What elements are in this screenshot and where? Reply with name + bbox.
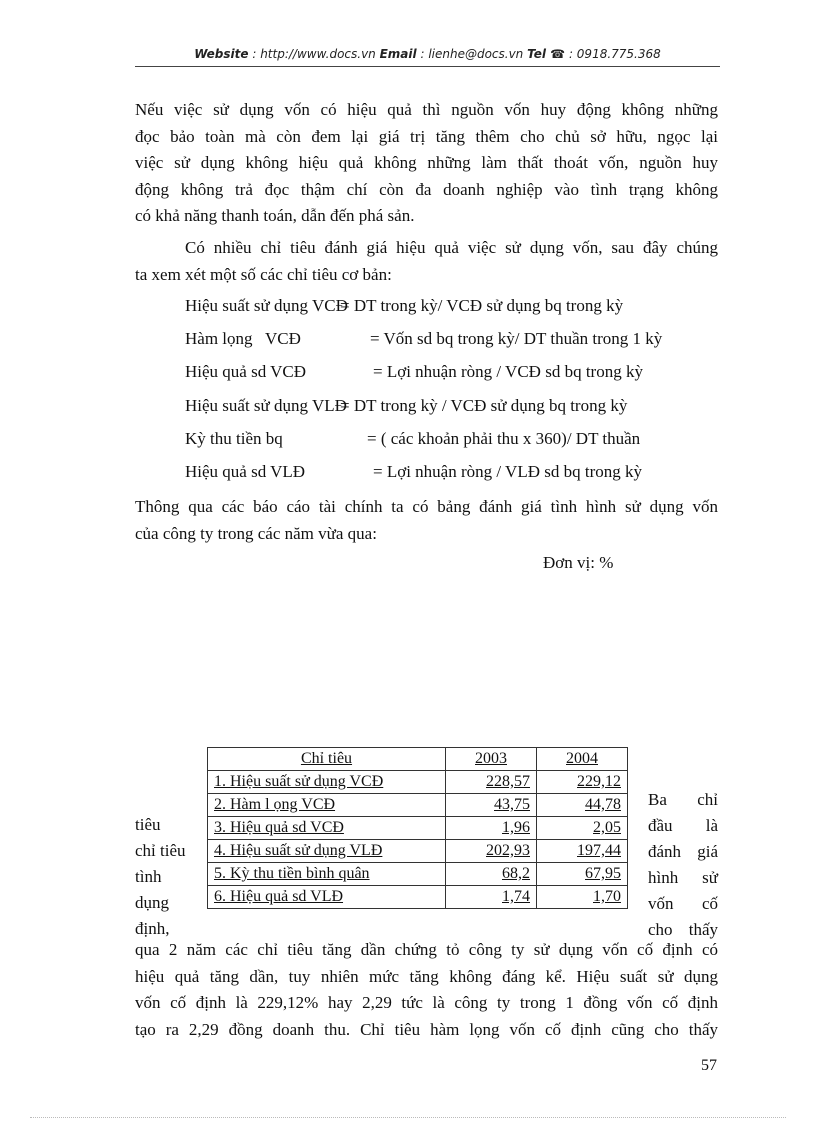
paragraph-line: Nếu việc sử dụng vốn có hiệu quả thì nguồn vốn huy động không những [135,100,718,119]
table-cell: 43,75 [446,794,537,817]
formula-expression: = DT trong kỳ / VCĐ sử dụng bq trong kỳ [340,396,628,415]
formula-expression: = Lợi nhuận ròng / VLĐ sd bq trong kỳ [373,462,642,481]
table-cell: 6. Hiệu quả sd VLĐ [208,886,446,909]
tel-value: : 0918.775.368 [565,47,661,61]
table-row [208,840,628,863]
formula-row [185,462,642,482]
formula-label: Hiệu quả sd VLĐ [185,462,306,481]
paragraph-2 [135,235,718,288]
table-cell: 67,95 [537,863,628,886]
formula-label: Hàm lọng VCĐ [185,329,301,348]
wrap-line: chỉ tiêu [135,841,186,860]
paragraph-line: ta xem xét một số các chỉ tiêu cơ bản: [135,264,392,284]
wrap-line: đầu là [648,816,718,835]
formula-label: Hiệu suất sử dụng VCĐ [185,296,348,315]
formula-row [185,396,627,416]
paragraph-line: Thông qua các báo cáo tài chính ta có bảng đánh giá tình hình sử dụng vốn [135,497,718,516]
table-row [208,817,628,840]
formula-label: Kỳ thu tiền bq [185,429,283,448]
unit-label: Đơn vị: % [543,553,614,572]
wrap-line: tiêu [135,815,161,834]
column-header: Chỉ tiêu [208,748,446,771]
website-value: : http://www.docs.vn [248,47,380,61]
table-cell: 197,44 [537,840,628,863]
paragraph-line: của công ty trong các năm vừa qua: [135,523,377,543]
email-value: : lienhe@docs.vn [416,47,528,61]
wrap-line: định, [135,919,170,938]
table-cell: 4. Hiệu suất sử dụng VLĐ [208,840,446,863]
paragraph-4 [135,937,718,1043]
table-cell: 3. Hiệu quả sd VCĐ [208,817,446,840]
email-label: Email [379,47,417,61]
table-cell: 68,2 [446,863,537,886]
paragraph-line: đọc bảo toàn mà còn đem lại giá trị tăng thêm cho chủ sở hữu, ngọc lại [135,126,718,146]
formula-label: Hiệu quả sd VCĐ [185,362,307,381]
footer-divider [30,1117,786,1118]
table-header-row [208,748,628,771]
header-divider [135,66,720,67]
table-cell: 202,93 [446,840,537,863]
paragraph-line: qua 2 năm các chỉ tiêu tăng dần chứng tỏ công ty sử dụng vốn cố định có [135,940,718,959]
paragraph-line: động không trả đọc thậm chí còn đa doanh nghiệp vào tình trạng không [135,179,718,199]
table-cell: 1,74 [446,886,537,909]
table-row [208,863,628,886]
wrap-line: tình [135,867,162,886]
wrap-line: đánh giá [648,842,718,861]
capital-efficiency-table [207,747,628,909]
wrap-line: dụng [135,893,169,912]
page-number: 57 [701,1057,717,1074]
left-wrap-text [135,812,186,942]
wrap-line: hình sử [648,868,718,887]
paragraph-line: việc sử dụng không hiệu quả không những làm thất thoát vốn, nguồn huy [135,153,718,172]
paragraph-line: hiệu quả tăng dần, tuy nhiên mức tăng không đáng kể. Hiệu suất sử dụng [135,966,718,986]
table-cell: 2. Hàm l ọng VCĐ [208,794,446,817]
website-label: Website [194,47,249,61]
paragraph-line: Có nhiều chỉ tiêu đánh giá hiệu quả việc sử dụng vốn, sau đây chúng [185,238,718,257]
formula-expression: = DT trong kỳ/ VCĐ sử dụng bq trong kỳ [340,296,624,315]
paragraph-line: tạo ra 2,29 đồng doanh thu. Chỉ tiêu hàm lọng vốn cố định cũng cho thấy [135,1019,718,1039]
column-header: 2004 [537,748,628,771]
table-cell: 44,78 [537,794,628,817]
table-cell: 2,05 [537,817,628,840]
column-header: 2003 [446,748,537,771]
table-cell: 1,70 [537,886,628,909]
formula-row [185,362,643,382]
paragraph-line: có khả năng thanh toán, dẫn đến phá sản. [135,206,415,225]
tel-label: Tel ☎ [527,47,566,61]
table-cell: 228,57 [446,771,537,794]
paragraph-1 [135,97,718,230]
table-cell: 1. Hiệu suất sử dụng VCĐ [208,771,446,794]
paragraph-3 [135,494,718,547]
formula-expression: = Vốn sd bq trong kỳ/ DT thuần trong 1 kỳ [370,329,663,348]
paragraph-line: vốn cố định là 229,12% hay 2,29 tức là công ty trong 1 đồng vốn cố định [135,993,718,1012]
table-cell: 5. Kỳ thu tiền bình quân [208,863,446,886]
wrap-line: cho thấy [648,920,718,939]
table-row [208,794,628,817]
table-cell: 229,12 [537,771,628,794]
wrap-line: vốn cố [648,894,718,913]
formula-expression: = Lợi nhuận ròng / VCĐ sd bq trong kỳ [373,362,643,381]
formula-row [185,329,662,349]
table-cell: 1,96 [446,817,537,840]
formula-row [185,296,623,316]
formula-row [185,429,640,449]
wrap-line: Ba chỉ [648,790,718,809]
table-row [208,886,628,909]
table-row [208,771,628,794]
right-wrap-text [648,787,718,943]
page-header [135,47,720,61]
formula-expression: = ( các khoản phải thu x 360)/ DT thuần [367,429,641,448]
formula-label: Hiệu suất sử dụng VLĐ [185,396,347,415]
